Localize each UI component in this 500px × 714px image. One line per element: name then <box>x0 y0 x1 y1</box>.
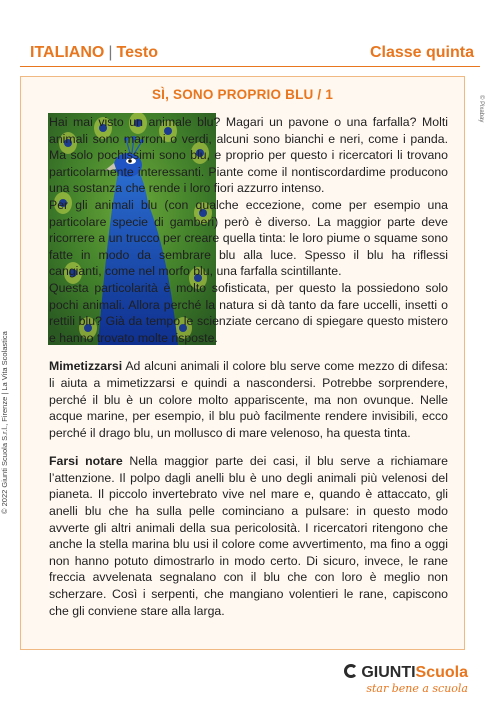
section-text: Nella maggior parte dei casi, il blu serve a richiamare l’attenzione. Il polpo dagli anelli blu è uno degli animali più velenosi del pianeta. Il piccolo invertebrato vive nel mare e, quando è attaccato, gli anelli blu che ha sulla pelle cominciano a pulsare: in questo modo avverte gli altri animali della sua pericolosità. I ricercatori ritengono che anche la stella marina blu usi il colore come avvertimento, ma fino a oggi non hanno potuto dimostrarlo in modo certo. Di sicuro, invece, le rane freccia avvelenata segnalano con il blu che con loro è meglio non scherzare. Così i serpenti, che mangiano volentieri le rane, capiscono che gli conviene stare alla larga. <box>49 454 448 618</box>
section-farsi-notare <box>49 453 448 619</box>
logo-wordmark <box>344 664 468 682</box>
section-heading: Mimetizzarsi <box>49 359 123 374</box>
spacer <box>49 441 448 453</box>
paragraph-3: Questa particolarità è molto sofisticata, per questo la possiedono solo pochi animali. Allora perché la natura si dà tanto da fare uccelli, insetti o rettili blu? Già da tempo le scienziate cercano di spiegare questo mistero e hanno trovato molte risposte. <box>49 280 448 345</box>
subject-name: ITALIANO <box>30 44 105 61</box>
photo-credit: © Pixabay <box>478 95 484 123</box>
section-text: Ad alcuni animali il colore blu serve come mezzo di difesa: li aiuta a mimetizzarsi e quindi a nascondersi. Potrebbe sorprendere, perché il blu è un colore molto appariscente, ma non ovunque. Nelle acque marine, per esempio, il blu può facilmente rendere invisibili, ecco perché il drago blu, un mollusco di mare velenoso, ha questa tinta. <box>49 359 448 440</box>
article-body <box>49 114 448 619</box>
subject-label <box>30 44 158 62</box>
article-title: SÌ, SONO PROPRIO BLU / 1 <box>151 87 334 102</box>
header-separator: | <box>108 44 113 61</box>
copyright-credit: © 2022 Giunti Scuola S.r.l., Firenze | La Vita Scolastica <box>0 331 9 514</box>
logo-brand: GIUNTI <box>361 664 416 681</box>
intro-paragraph: Hai mai visto un animale blu? Magari un pavone o una farfalla? Molti animali sono marroni o verdi, alcuni sono bianchi e neri, come i panda. Ma solo pochissimi sono blu, e proprio per questo i ricercatori li trovano particolarmente interessanti. Piante come il nontiscordardime producono una sostanza che rende i loro fiori azzurro intenso. <box>49 115 448 196</box>
logo-tagline: star bene a scuola <box>366 682 468 695</box>
section-mimetizzarsi <box>49 358 448 441</box>
class-label: Classe quinta <box>369 44 474 61</box>
paragraph-2: Per gli animali blu (con qualche eccezione, come per esempio una particolare specie di gamberi) però è diverso. La maggior parte deve ricorrere a un trucco per creare quella tinta: le loro piume o squame sono fatte in modo da sembrare blu alla luce. Spesso il blu ha riflessi cangianti, come nel morfo blu, una farfalla scintillante. <box>49 197 448 279</box>
subject-subtitle: Testo <box>116 44 158 61</box>
spacer <box>49 346 448 358</box>
page-header <box>20 38 480 66</box>
section-heading: Farsi notare <box>49 454 123 469</box>
logo-brand-accent: Scuola <box>415 664 468 681</box>
giunti-scuola-logo <box>344 664 468 695</box>
header-divider <box>20 66 480 67</box>
g-logo-icon <box>344 664 358 678</box>
article-panel <box>20 76 465 650</box>
